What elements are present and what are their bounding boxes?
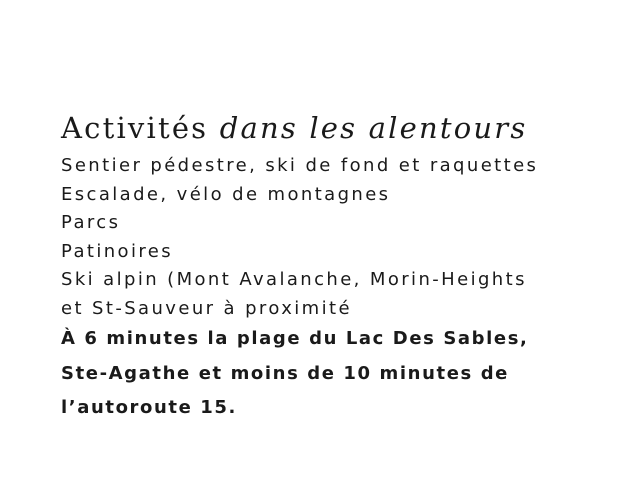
section-heading: [61, 108, 621, 148]
activity-line: Parcs: [61, 212, 121, 233]
activity-line: et St-Sauveur à proximité: [61, 297, 352, 319]
activity-line: Sentier pédestre, ski de fond et raquettes: [61, 155, 539, 176]
heading-italic: dans les alentours: [219, 111, 528, 145]
activity-line: Ski alpin (Mont Avalanche, Morin-Heights: [61, 269, 527, 290]
heading-regular: Activités: [61, 111, 220, 145]
activity-line: Escalade, vélo de montagnes: [61, 183, 391, 205]
activity-line: Patinoires: [61, 240, 174, 262]
proximity-note: [61, 322, 621, 426]
proximity-line: À 6 minutes la plage du Lac Des Sables,: [61, 328, 529, 349]
proximity-line: l’autoroute 15.: [61, 397, 237, 418]
proximity-line: Ste-Agathe et moins de 10 minutes de: [61, 362, 509, 384]
activities-section: [61, 108, 621, 426]
activities-list: [61, 152, 621, 323]
